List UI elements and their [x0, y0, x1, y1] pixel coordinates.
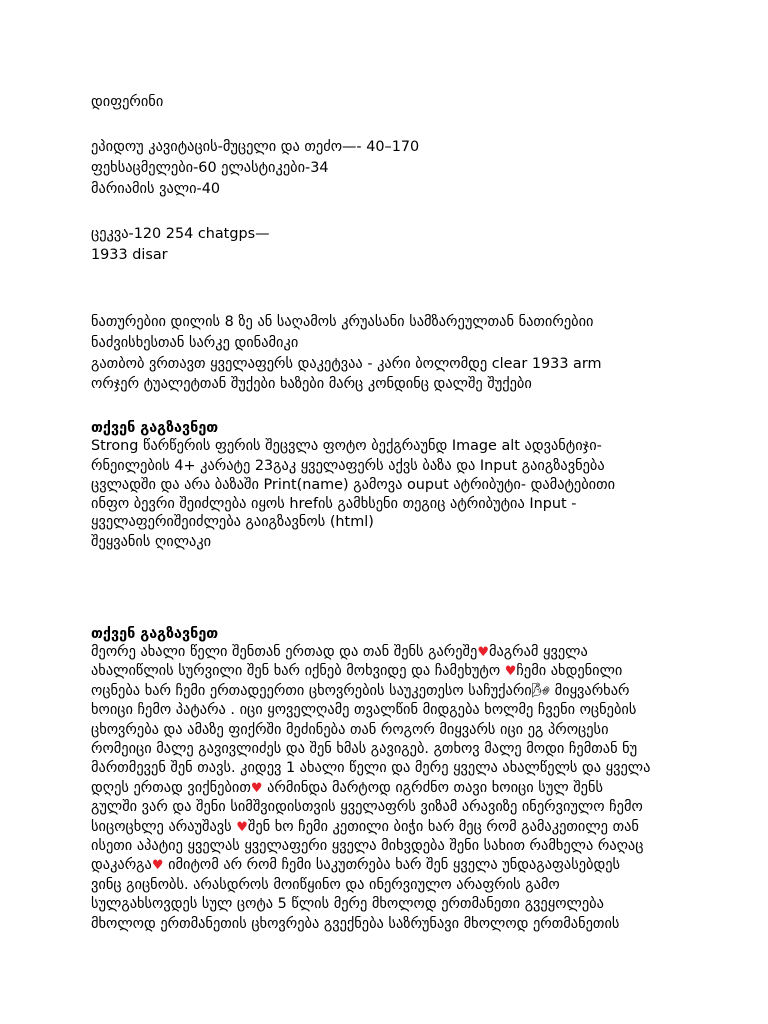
text-line — [91, 895, 604, 913]
text-run: ისეთი აპატიე ყველას ყველაფერი ყველა მიხვდება შენი სახით რამხელა რაღაც — [91, 838, 644, 854]
text-line — [91, 798, 643, 816]
text-line — [91, 740, 637, 758]
text-line: ინფო ბევრი შეიძლება იყოს hrefის გამხსენი თეგიც ატრიბუტია Input - — [91, 496, 577, 512]
text-run: ახალიწლის სურვილი შენ ხარ იქნებ მოხვიდე და ჩამეხუტო — [91, 663, 505, 680]
text-run: გულში ვარ და შენი სიმშვიდისთვის ყველაფრს ვიზამ არავიზე ინერვიულო ჩემო — [91, 799, 643, 816]
text-run: დაკარგა — [91, 857, 152, 874]
heart-icon: ♥ — [504, 664, 517, 680]
heart-icon: ♥ — [250, 780, 263, 796]
text-line — [91, 779, 603, 798]
wind-emoji-icon: 🌬 — [531, 682, 551, 699]
text-run: სიცოცხლე არაუშავს — [91, 818, 237, 835]
heart-icon: ♥ — [151, 858, 164, 874]
text-line: ნათურებიი დილის 8 ზე ან საღამოს კრუასანი სამზარეულთან ნათირებიი — [91, 314, 594, 330]
text-line: მარიამის ვალი-40 — [91, 181, 221, 197]
text-line — [91, 837, 643, 855]
heart-icon: ♥ — [477, 645, 489, 660]
text-line — [91, 662, 622, 681]
text-line — [91, 876, 560, 894]
text-run: ვინც გიცნობს. არასდროს მოიწყინო და ინერვიულო არაფრის გამო — [91, 876, 560, 893]
text-line — [91, 643, 588, 662]
text-run: რომეიცი მალე გავივლიძეს და შენ ხმას გავიგებ. გთხოვ მალე მოდი ჩემთან ნუ — [91, 741, 638, 757]
text-run: ცხოვრება და ამაზე ფიქრში მეძინება თან როგორ მიყვარს იცი ეგ პროცესი — [91, 721, 609, 738]
text-run: ხოიცი ჩემო პატარა . იცი ყოველღამე თვალწინ მიდგება ხოლმე ჩვენი ოცნების — [91, 702, 637, 719]
text-line — [91, 915, 619, 933]
text-line: Strong წარწერის ფერის შეცვლა ფოტო ბექგრაუნდ Image alt ადვანტიჯი- — [91, 438, 602, 454]
text-line: გათბობ ვრთავთ ყველაფერს დაკეტვაა - კარი ბოლომდე clear 1933 arm — [91, 356, 602, 372]
doc-title: დიფერინი — [91, 94, 164, 110]
text-run: არმინდა მარტოდ იგრძნო თავი ხოიცი სულ შენს — [262, 779, 604, 796]
text-line: ეპიდოუ კავიტაცის-მუცელი და თეძო—- 40–170 — [91, 139, 420, 155]
text-run: მაგრამ ყველა — [488, 644, 588, 660]
text-line: ცეკვა-120 254 chatgps— — [91, 226, 270, 242]
text-line: შეყვანის ღილაკი — [91, 534, 212, 550]
text-run: სულგახსოვდეს სულ ცოტა 5 წლის მერე მხოლოდ ერთმანეთი გვეყოლება — [91, 896, 604, 913]
text-run: მხოლოდ ერთმანეთის ცხოვრება გვექნება საზრუნავი მხოლოდ ერთმანეთის — [91, 915, 620, 932]
text-line — [91, 721, 609, 739]
text-run: მეორე ახალი წელი შენთან ერთად და თან შენს გარეშე — [91, 644, 478, 660]
text-run: იმიტომ არ რომ ჩემი საკუთრება ხარ შენ ყველა უნდაგაფასებდეს — [163, 857, 621, 874]
text-run: მიყვარხარ — [550, 682, 630, 699]
heart-icon: ♥ — [236, 819, 248, 835]
text-line: ცვლადში და არა ბაზაში Print(name) გამოვა ouput ატრიბუტი- დამატებითი — [91, 477, 616, 493]
text-line: ყველაფერიშეიძლება გაიგზავნოს (html) — [91, 514, 374, 530]
text-line — [91, 818, 639, 837]
section-heading: თქვენ გაგზავნეთ — [91, 420, 219, 436]
text-line — [91, 759, 650, 777]
text-run: შენ ხო ჩემი კეთილი ბიჭი ხარ მეც რომ გამაკეთილე თან — [247, 818, 639, 835]
text-line: 1933 disar — [91, 247, 168, 263]
text-run: ჩემი ახდენილი — [516, 663, 623, 680]
section-heading: თქვენ გაგზავნეთ — [91, 626, 219, 642]
text-line: ფეხსაცმელები-60 ელასტიკები-34 — [91, 160, 329, 176]
text-line: ორჯერ ტუალეტთან შუქები ხაზები მარც კონდინც დალშე შუქები — [91, 376, 532, 392]
text-line: ნაძვისხესთან სარკე დინამიკი — [91, 335, 299, 351]
text-line — [91, 856, 620, 875]
text-line: რნეილების 4+ კარატე 23გაკ ყველაფერს აქვს ბაზა და Input გაიგზავნება — [91, 458, 605, 474]
text-run: დღეს ერთად ვიქნებით — [91, 779, 251, 796]
text-run: ოცნება ხარ ჩემი ერთადეერთი ცხოვრების საუკეთესო საჩუქარი — [91, 682, 532, 699]
text-run: მართმევენ შენ თავს. კიდევ 1 ახალი წელი და მერე ყველა ახალწელს და ყველა — [91, 760, 651, 777]
text-line — [91, 682, 629, 700]
text-line — [91, 701, 636, 719]
